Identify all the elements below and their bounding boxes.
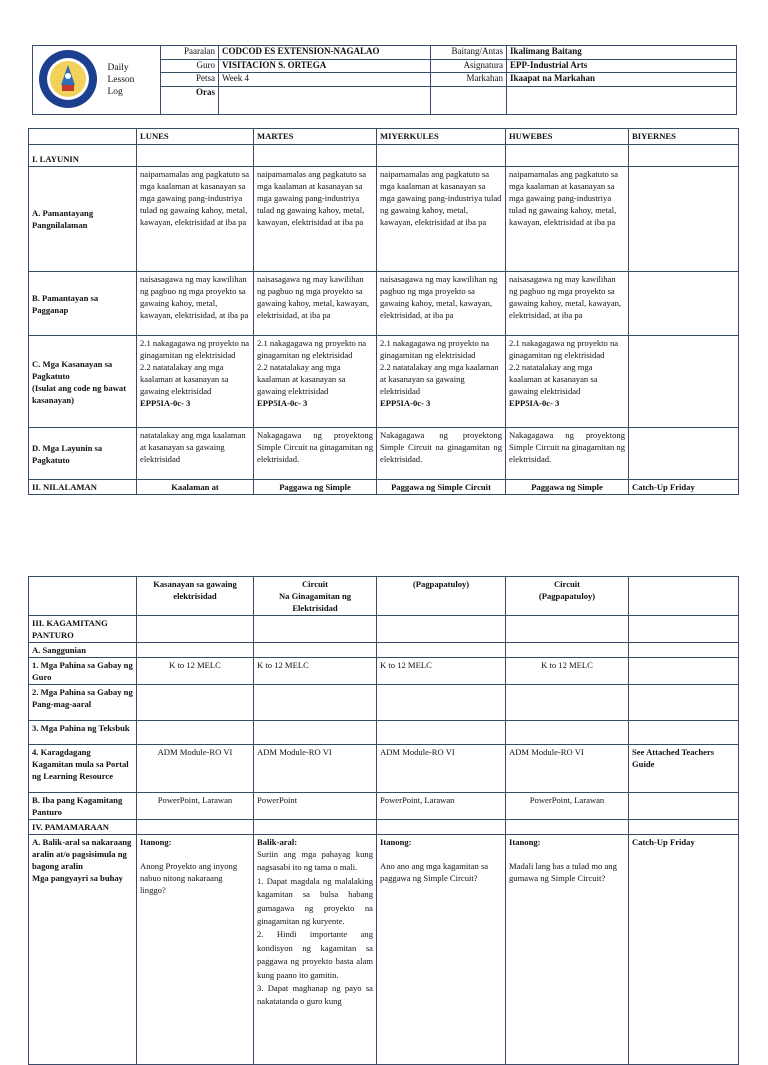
c-biyernes <box>629 336 739 428</box>
lesson-table-1 <box>28 128 739 495</box>
d-martes: Nakagagawa ng proyektong Simple Circuit na ginagamitan ng elektrisidad. <box>254 428 377 480</box>
ra-miyerkules-text: Ano ano ang mga kagamitan sa paggawa ng Simple Circuit? <box>380 861 489 883</box>
a-huwebes: naipamamalas ang pagkatuto sa mga kaalaman at kasanayan sa mga gawaing pang-industriya tulad ng gawaing kahoy, metal, kawayan, elektrisidad at iba pa <box>506 167 629 272</box>
a-miyerkules: naipamamalas ang pagkatuto sa mga kaalaman at kasanayan sa mga gawaing pang-industriya tulad ng gawaing kahoy, metal, kawayan, elektrisidad at iba pa <box>377 167 506 272</box>
c-lunes <box>137 336 254 428</box>
day-biyernes: BIYERNES <box>629 129 739 145</box>
oras-value <box>219 86 431 114</box>
karagdagang-kagamitan-label: 4. Karagdagang Kagamitan mula sa Portal ng Learning Resource <box>29 745 137 793</box>
nilalaman-lunes: Kaalaman at <box>137 480 254 495</box>
nilalaman-biyernes: Catch-Up Friday <box>629 480 739 495</box>
day-miyerkules: MIYERKULES <box>377 129 506 145</box>
b-miyerkules: naisasagawa ng may kawilihan ng pagbuo ng mga proyekto sa gawaing kahoy, metal, kawayan, elektrisidad, at iba pa <box>377 272 506 336</box>
b-huwebes: naisasagawa ng may kawilihan ng pagbuo ng mga proyekto sa gawaing kahoy, metal, kawayan, elektrisidad, at iba pa <box>506 272 629 336</box>
c-martes <box>254 336 377 428</box>
gabay-guro-label: 1. Mga Pahina sa Gabay ng Guro <box>29 658 137 685</box>
r1-biyernes <box>629 658 739 685</box>
guro-value: VISITACION S. ORTEGA <box>219 59 431 73</box>
markahan-label: Markahan <box>431 73 507 87</box>
d-lunes: natatalakay ang mga kaalaman at kasanayan sa gawaing elektrisidad <box>137 428 254 480</box>
ra-martes <box>254 835 377 1065</box>
pamamaraan-heading: IV. PAMAMARAAN <box>29 820 137 835</box>
b-biyernes <box>629 272 739 336</box>
c-huwebes-text: 2.1 nakagagawa ng proyekto na ginagamitan ng elektrisidad 2.2 natatalakay ang mga kaalaman at kasanayan sa gawaing elektrisidad <box>509 338 619 396</box>
kagamitan-heading: III. KAGAMITANG PANTURO <box>29 616 137 643</box>
cont-huwebes: Circuit (Pagpapatuloy) <box>506 577 629 616</box>
paaralan-label: Paaralan <box>161 46 219 60</box>
balik-aral-label: A. Balik-aral sa nakaraang aralin at/o pagsisimula ng bagong aralin Mga pangyayri sa buhay <box>29 835 137 1065</box>
r1-martes: K to 12 MELC <box>254 658 377 685</box>
c-lunes-code: EPP5IA-0c- 3 <box>140 398 191 408</box>
cont-biyernes <box>629 577 739 616</box>
sanggunian-label: A. Sanggunian <box>29 643 137 658</box>
empty-label <box>431 86 507 114</box>
r4-martes: ADM Module-RO VI <box>254 745 377 793</box>
rb-biyernes <box>629 793 739 820</box>
r1-miyerkules: K to 12 MELC <box>377 658 506 685</box>
corner-cell <box>29 129 137 145</box>
deped-seal <box>33 46 105 115</box>
r4-lunes: ADM Module-RO VI <box>137 745 254 793</box>
pamantayang-pangnilalaman-label: A. Pamantayang Pangnilalaman <box>29 167 137 272</box>
c-martes-text: 2.1 nakagagawa ng proyekto na ginagamitan ng elektrisidad 2.2 natatalakay ang mga kaalaman at kasanayan sa gawaing elektrisidad <box>257 338 367 396</box>
r1-huwebes: K to 12 MELC <box>506 658 629 685</box>
a-lunes: naipamamalas ang pagkatuto sa mga kaalaman at kasanayan sa mga gawaing pang-industriya tulad ng gawaing kahoy, metal, kawayan, elektrisidad at iba pa <box>137 167 254 272</box>
day-martes: MARTES <box>254 129 377 145</box>
c-lunes-text: 2.1 nakagagawa ng proyekto na ginagamitan ng elektrisidad 2.2 natatalakay ang mga kaalaman at kasanayan sa gawaing elektrisidad <box>140 338 250 396</box>
ra-huwebes <box>506 835 629 1065</box>
header-table <box>32 45 737 115</box>
c-miyerkules-text: 2.1 nakagagawa ng proyekto na ginagamitan ng elektrisidad 2.2 natatalakay ang mga kaalaman at kasanayan sa gawaing elektrisidad <box>380 338 499 396</box>
baitang-value: Ikalimang Baitang <box>507 46 737 60</box>
cont-lunes: Kasanayan sa gawaing elektrisidad <box>137 577 254 616</box>
lesson-table-2 <box>28 576 739 1065</box>
kasanayan-label: C. Mga Kasanayan sa Pagkatuto (Isulat ang code ng bawat kasanayan) <box>29 336 137 428</box>
c-miyerkules-code: EPP5IA-0c- 3 <box>380 398 431 408</box>
ra-lunes-head: Itanong: <box>140 837 172 847</box>
cont-miyerkules: (Pagpapatuloy) <box>377 577 506 616</box>
b-martes: naisasagawa ng may kawilihan ng pagbuo ng mga proyekto sa gawaing kahoy, metal, kawayan, elektrisidad, at iba pa <box>254 272 377 336</box>
ra-huwebes-text: Madali lang bas a tulad mo ang gumawa ng Simple Circuit? <box>509 861 617 883</box>
rb-martes: PowerPoint <box>254 793 377 820</box>
ra-martes-head: Balik-aral: <box>257 837 298 847</box>
guro-label: Guro <box>161 59 219 73</box>
r1-lunes: K to 12 MELC <box>137 658 254 685</box>
day-lunes: LUNES <box>137 129 254 145</box>
ra-miyerkules-head: Itanong: <box>380 837 412 847</box>
r4-miyerkules: ADM Module-RO VI <box>377 745 506 793</box>
asignatura-value: EPP-Industrial Arts <box>507 59 737 73</box>
ra-martes-text: Suriin ang mga pahayag kung nagsasabi ito ng tama o mali. 1. Dapat magdala ng malalaking kagamitan sa bulsa habang gumagawa ng proyekto na ginagamitan ng kuryente. 2. Hindi importante ang kondisyon ng kagamitan sa paggawa ng proyekto basta alam kung paano ito gamitin. 3. Dapat maghanap ng payo sa nakatatanda o guro kung <box>257 849 373 1007</box>
c-huwebes <box>506 336 629 428</box>
gabay-mag-aaral-label: 2. Mga Pahina sa Gabay ng Pang-mag-aaral <box>29 685 137 721</box>
layunin-sa-pagkatuto-label: D. Mga Layunin sa Pagkatuto <box>29 428 137 480</box>
ra-biyernes: Catch-Up Friday <box>629 835 739 1065</box>
ra-miyerkules <box>377 835 506 1065</box>
layunin-heading: I. LAYUNIN <box>29 145 137 167</box>
ra-lunes <box>137 835 254 1065</box>
empty-value <box>507 86 737 114</box>
nilalaman-huwebes: Paggawa ng Simple <box>506 480 629 495</box>
d-huwebes: Nakagagawa ng proyektong Simple Circuit na ginagamitan ng elektrisidad. <box>506 428 629 480</box>
c-huwebes-code: EPP5IA-0c- 3 <box>509 398 560 408</box>
c-martes-code: EPP5IA-0c- 3 <box>257 398 308 408</box>
markahan-value: Ikaapat na Markahan <box>507 73 737 87</box>
nilalaman-miyerkules: Paggawa ng Simple Circuit <box>377 480 506 495</box>
oras-label: Oras <box>161 86 219 114</box>
petsa-value: Week 4 <box>219 73 431 87</box>
ra-lunes-text: Anong Proyekto ang inyong nabuo nitong nakaraang linggo? <box>140 861 238 895</box>
cont-martes: Circuit Na Ginagamitan ng Elektrisidad <box>254 577 377 616</box>
d-miyerkules: Nakagagawa ng proyektong Simple Circuit na ginagamitan ng elektrisidad. <box>377 428 506 480</box>
r4-huwebes: ADM Module-RO VI <box>506 745 629 793</box>
day-huwebes: HUWEBES <box>506 129 629 145</box>
c-miyerkules <box>377 336 506 428</box>
deped-seal-icon <box>37 48 99 110</box>
petsa-label: Petsa <box>161 73 219 87</box>
baitang-label: Baitang/Antas <box>431 46 507 60</box>
a-biyernes <box>629 167 739 272</box>
rb-huwebes: PowerPoint, Larawan <box>506 793 629 820</box>
r4-biyernes: See Attached Teachers Guide <box>629 745 739 793</box>
d-biyernes <box>629 428 739 480</box>
pamantayan-sa-pagganap-label: B. Pamantayan sa Pagganap <box>29 272 137 336</box>
iba-pang-kagamitan-label: B. Iba pang Kagamitang Panturo <box>29 793 137 820</box>
ra-huwebes-head: Itanong: <box>509 837 541 847</box>
b-lunes: naisasagawa ng may kawilihan ng pagbuo ng mga proyekto sa gawaing kahoy, metal, kawayan, elektrisidad, at iba pa <box>137 272 254 336</box>
nilalaman-label: II. NILALAMAN <box>29 480 137 495</box>
asignatura-label: Asignatura <box>431 59 507 73</box>
paaralan-value: CODCOD ES EXTENSION-NAGALAO <box>219 46 431 60</box>
a-martes: naipamamalas ang pagkatuto sa mga kaalaman at kasanayan sa mga gawaing pang-industriya tulad ng gawaing kahoy, metal, kawayan, elektrisidad at iba pa <box>254 167 377 272</box>
log-title: Daily Lesson Log <box>105 46 161 115</box>
teksbuk-label: 3. Mga Pahina ng Teksbuk <box>29 721 137 745</box>
nilalaman-martes: Paggawa ng Simple <box>254 480 377 495</box>
rb-lunes: PowerPoint, Larawan <box>137 793 254 820</box>
rb-miyerkules: PowerPoint, Larawan <box>377 793 506 820</box>
